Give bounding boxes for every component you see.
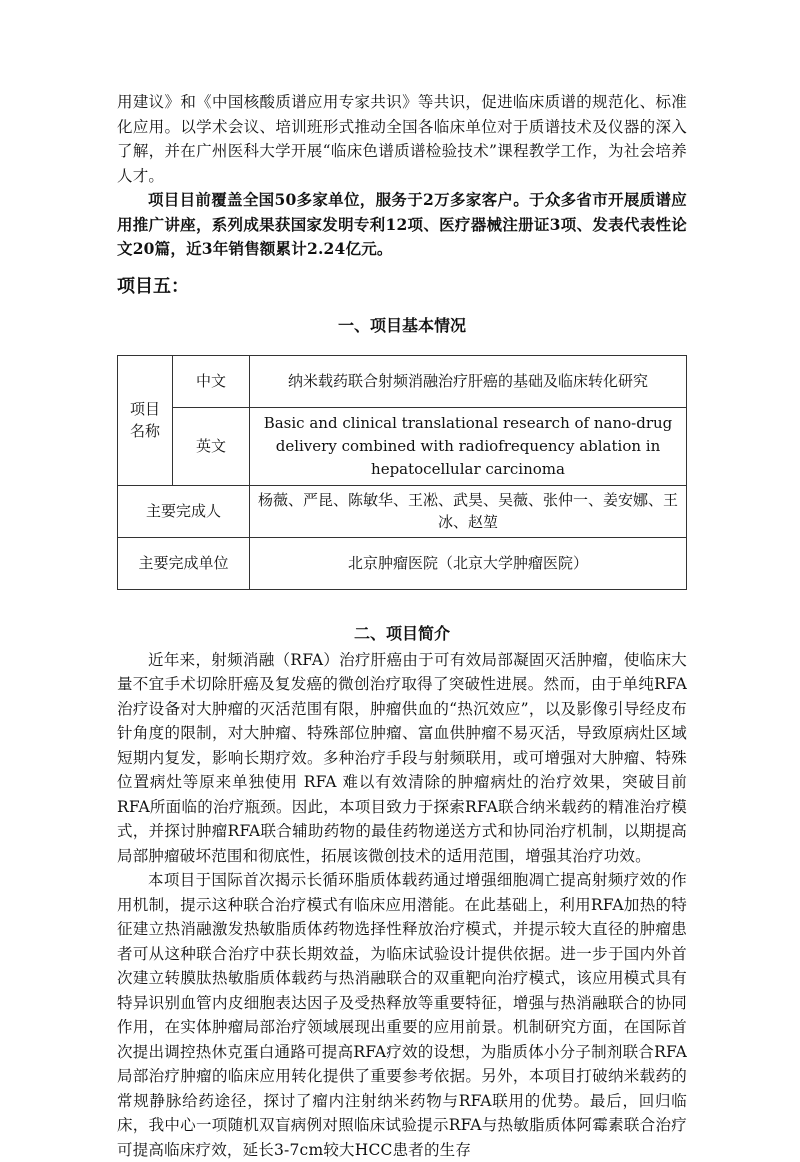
table-row <box>118 537 687 589</box>
project-name-label: 项目名称 <box>118 355 173 485</box>
table-row <box>118 407 687 485</box>
project-heading: 项目五： <box>117 275 189 297</box>
english-name-label: 英文 <box>173 407 250 485</box>
english-name-value: Basic and clinical translational research of nano-drug delivery combined with radiofrequency ablation in hepatocellular carcinoma <box>250 407 687 485</box>
project-info-table <box>117 355 687 590</box>
section-title-basic-info: 一、项目基本情况 <box>337 315 466 335</box>
chinese-name-value: 纳米载药联合射频消融治疗肝癌的基础及临床转化研究 <box>250 355 687 407</box>
section-title-summary: 二、项目简介 <box>353 623 450 643</box>
table-row <box>118 485 687 537</box>
body-paragraph-2: 本项目于国际首次揭示长循环脂质体载药通过增强细胞凋亡提高射频疗效的作用机制，提示这种联合治疗模式有临床应用潜能。在此基础上，利用RFA加热的特征建立热消融激发热敏脂质体药物选择性释放治疗模式，并提示较大直径的肿瘤患者可从这种联合治疗中获长期效益，为临床试验设计提供依据。进一步于国内外首次建立转膜肽热敏脂质体载药与热消融联合的双重靶向治疗模式，该应用模式具有特异识别血管内皮细胞表达因子及受热释放等重要特征，增强与热消融联合的协同作用，在实体肿瘤局部治疗领域展现出重要的应用前景。机制研究方面，在国际首次提出调控热休克蛋白通路可提高RFA疗效的设想，为脂质体小分子制剂联合RFA局部治疗肿瘤的临床应用转化提供了重要参考依据。另外，本项目打破纳米载药的常规静脉给药途径，探讨了瘤内注射纳米药物与RFA联用的优势。最后，回归临床，我中心一项随机双盲病例对照临床试验提示RFA与热敏脂质体阿霉素联合治疗可提高临床疗效，延长3-7cm较大HCC患者的生存 <box>117 871 687 1159</box>
completing-unit-label: 主要完成单位 <box>118 537 250 589</box>
completers-value: 杨薇、严昆、陈敏华、王凇、武昊、吴薇、张仲一、姜安娜、王冰、赵堃 <box>250 485 687 537</box>
intro-paragraph-2: 项目目前覆盖全国50多家单位，服务于2万多家客户。于众多省市开展质谱应用推广讲座，系列成果获国家发明专利12项、医疗器械注册证3项、发表代表性论文20篇，近3年销售额累计2.24亿元。 <box>117 190 687 258</box>
page-content <box>117 90 687 1162</box>
completing-unit-value: 北京肿瘤医院（北京大学肿瘤医院） <box>250 537 687 589</box>
chinese-name-label: 中文 <box>173 355 250 407</box>
table-row <box>118 355 687 407</box>
completers-label: 主要完成人 <box>118 485 250 537</box>
body-paragraph-1: 近年来，射频消融（RFA）治疗肝癌由于可有效局部凝固灭活肿瘤，使临床大量不宜手术切除肝癌及复发癌的微创治疗取得了突破性进展。然而，由于单纯RFA治疗设备对大肿瘤的灭活范围有限，肿瘤供血的“热沉效应”，以及影像引导经皮布针角度的限制，对大肿瘤、特殊部位肿瘤、富血供肿瘤不易灭活，导致原病灶区域短期内复发，影响长期疗效。多种治疗手段与射频联用，或可增强对大肿瘤、特殊位置病灶等原来单独使用 RFA 难以有效清除的肿瘤病灶的治疗效果，突破目前RFA所面临的治疗瓶颈。因此，本项目致力于探索RFA联合纳米载药的精准治疗模式，并探讨肿瘤RFA联合辅助药物的最佳药物递送方式和协同治疗机制，以期提高局部肿瘤破坏范围和彻底性，拓展该微创技术的适用范围，增强其治疗功效。 <box>117 650 687 865</box>
intro-paragraph-1: 用建议》和《中国核酸质谱应用专家共识》等共识，促进临床质谱的规范化、标准化应用。以学术会议、培训班形式推动全国各临床单位对于质谱技术及仪器的深入了解，并在广州医科大学开展“临床色谱质谱检验技术”课程教学工作，为社会培养人才。 <box>117 93 687 185</box>
